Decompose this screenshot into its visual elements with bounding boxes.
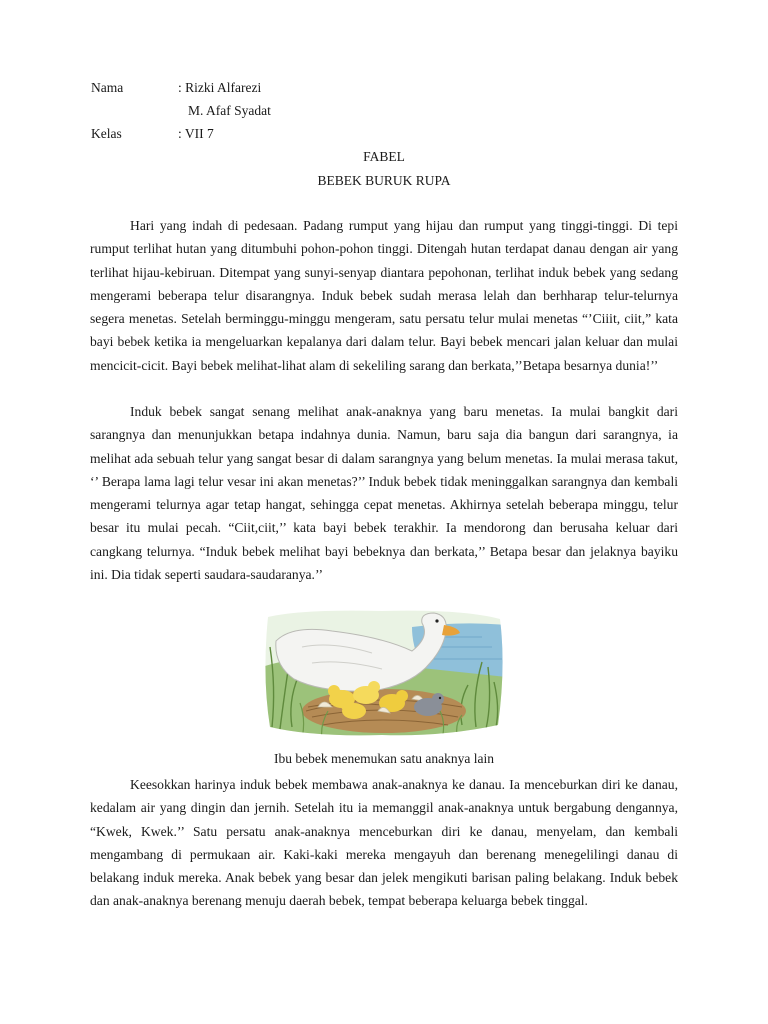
duck-nest-illustration <box>262 607 506 739</box>
genre-title: FABEL <box>363 149 405 164</box>
name-value-2: M. Afaf Syadat <box>188 103 271 118</box>
class-value: : VII 7 <box>178 126 214 141</box>
paragraph-2: Induk bebek sangat senang melihat anak-anaknya yang baru menetas. Ia mulai bangkit dari sarangnya dan menunjukkan betapa indahnya dunia. Namun, baru saja dia bangun dari sarangnya, ia melihat ada sebuah telur yang sangat besar di dalam sarangnya yang belum menetas. Ia mulai merasa takut, ‘’ Berapa lama lagi telur vesar ini akan menetas?’’ Induk bebek tidak meninggalkan sarangnya dan kembali mengerami telurnya agar tetap hangat, sehingga cepat menetas. Akhirnya setelah beberapa minggu, telur besar itu mulai pecah. “Ciit,ciit,’’ kata bayi bebek terakhir. Ia mendorong dan berusaha keluar dari cangkang telurnya. “Induk bebek melihat bayi bebeknya dan berkata,’’ Betapa besar dan jelaknya bayiku ini. Dia tidak seperti saudara-saudaranya.’’ <box>90 404 678 583</box>
story-title: BEBEK BURUK RUPA <box>317 173 451 188</box>
class-label: Kelas <box>91 126 122 141</box>
name-value-1: : Rizki Alfarezi <box>178 80 262 95</box>
paragraph-3: Keesokkan harinya induk bebek membawa anak-anaknya ke danau. Ia menceburkan diri ke danau, kedalam air yang dingin dan jernih. Setelah itu ia memanggil anak-anaknya untuk bergabung dengannya, “Kwek, Kwek.’’ Satu persatu anak-anaknya menceburkan diri ke danau, menyelam, dan kembali mengambang di permukaan air. Kaki-kaki mereka mengayuh dan berenang menegelilingi danau di belakang induk mereka. Anak bebek yang besar dan jelek mengikuti barisan paling belakang. Induk bebek dan anak-anaknya berenang menuju daerah bebek, tempat beberapa keluarga bebek tinggal. <box>90 777 678 909</box>
figure-caption: Ibu bebek menemukan satu anaknya lain <box>273 751 495 766</box>
paragraph-1: Hari yang indah di pedesaan. Padang rumput yang hijau dan rumput yang tinggi-tinggi. Di tepi rumput terlihat hutan yang ditumbuhi pohon-pohon tinggi. Ditengah hutan terdapat danau dengan air yang terlihat hijau-kebiruan. Ditempat yang sunyi-senyap diantara pepohonan, terlihat induk bebek yang sedang mengerami beberapa telur disarangnya. Induk bebek sudah merasa lelah dan berhharap telur-telurnya segera menetas. Setelah berminggu-minggu mengeram, satu persatu telur mulai menetas “’Ciiit, ciit,” kata bayi bebek ketika ia mengeluarkan kepalanya dari dalam telur. Bayi bebek mencari jalan keluar dan mulai mencicit-cicit. Bayi bebek melihat-lihat alam di sekeliling sarang dan berkata,’’Betapa besarnya dunia!’’ <box>90 218 678 373</box>
name-label: Nama <box>91 80 124 95</box>
